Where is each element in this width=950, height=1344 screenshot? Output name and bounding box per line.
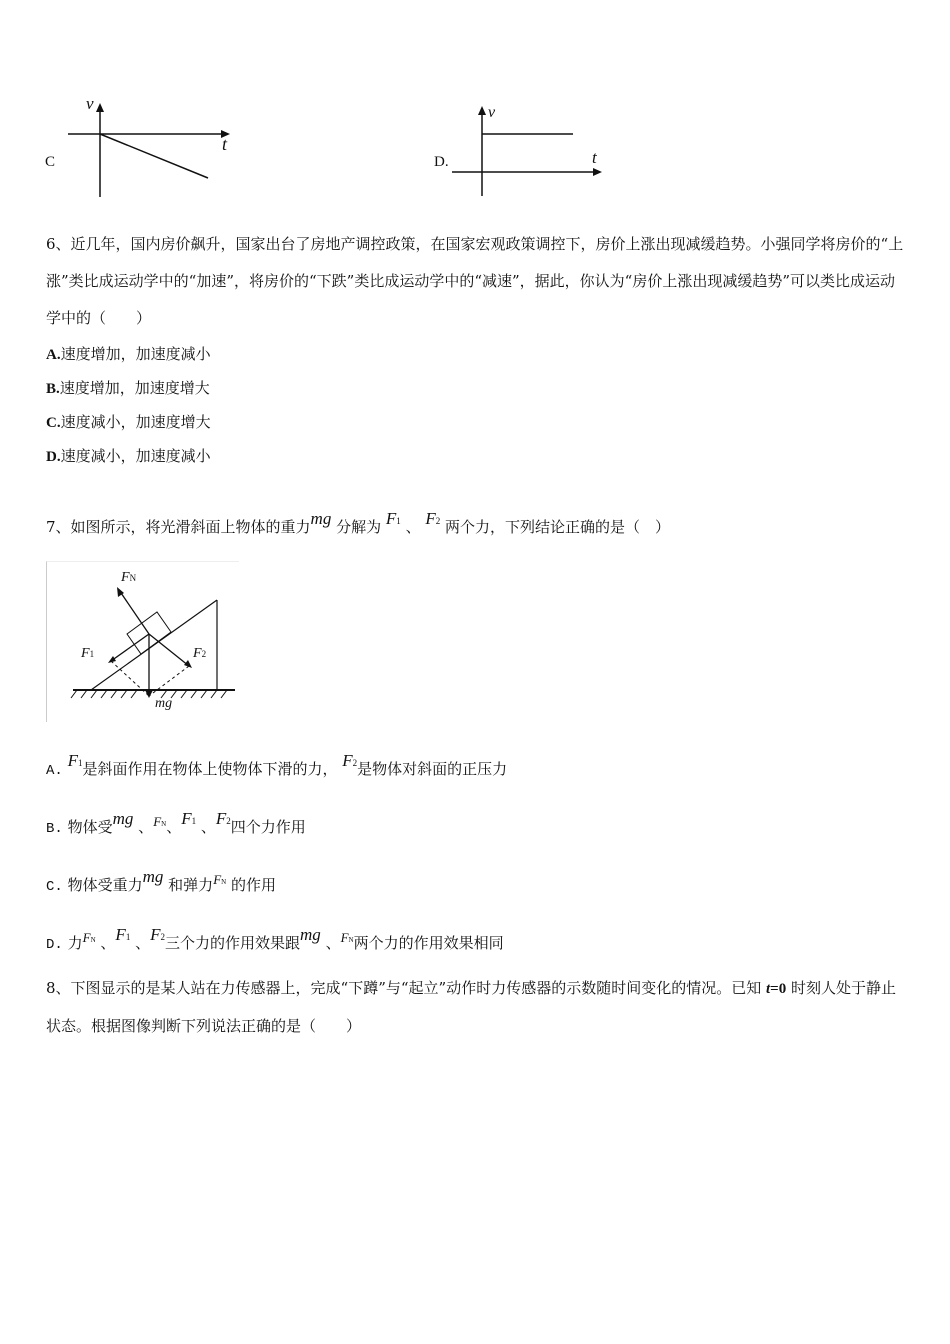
q7-d-f1: F1 xyxy=(115,925,131,944)
q7-c-mg: mg xyxy=(142,867,164,886)
q7-mg: mg xyxy=(310,509,332,528)
q7-option-c-text1: 物体受重力 xyxy=(67,876,143,894)
q6-option-c-letter: C. xyxy=(46,415,61,431)
graph-c-label: C xyxy=(45,154,56,170)
incline-diagram xyxy=(46,561,239,722)
q7-b-f1: F1 xyxy=(181,809,197,828)
q7-option-a-letter: A. xyxy=(46,763,63,779)
q7-b-f2: F2 xyxy=(215,809,231,828)
graph-c xyxy=(40,92,250,202)
q7-sep: 、 xyxy=(405,518,421,536)
q7-b-fn: FN xyxy=(153,814,167,829)
q7-b-sep2: 、 xyxy=(166,818,182,836)
graph-d xyxy=(430,100,620,200)
q7-d-sep1: 、 xyxy=(100,934,116,952)
q6-option-b-letter: B. xyxy=(46,381,60,397)
q7-option-b-text2: 四个力作用 xyxy=(230,818,306,836)
q7-option-d-text1: 力 xyxy=(67,934,83,952)
diagram-f1-label: F1 xyxy=(81,646,95,661)
q7-option-d-text2: 三个力的作用效果跟 xyxy=(165,934,301,952)
question-7-stem xyxy=(46,509,671,537)
q7-option-c-text2: 和弹力 xyxy=(168,876,214,894)
q8-text1: 8、下图显示的是某人站在力传感器上，完成“下蹲”与“起立”动作时力传感器的示数随时间变化的情况。已知 xyxy=(46,979,766,997)
q6-option-c xyxy=(46,411,211,432)
q7-c-fn: FN xyxy=(213,872,227,887)
q8-t: t xyxy=(766,981,771,997)
q8-eq: =0 xyxy=(770,981,787,997)
q7-prefix: 7、如图所示，将光滑斜面上物体的重力 xyxy=(46,518,311,536)
question-8-stem xyxy=(46,970,906,1045)
q7-f1: F1 xyxy=(385,509,401,528)
q6-option-b xyxy=(46,377,210,398)
q7-option-d-letter: D. xyxy=(46,937,63,953)
q7-option-c xyxy=(46,867,276,895)
q7-b-sep1: 、 xyxy=(138,818,154,836)
q6-option-a xyxy=(46,343,211,364)
graph-d-label: D. xyxy=(434,154,449,170)
q7-option-c-letter: C. xyxy=(46,879,63,895)
q7-option-d-text3: 两个力的作用效果相同 xyxy=(353,934,504,952)
q7-d-fn2: FN xyxy=(340,930,354,945)
graph-c-v-label: v xyxy=(86,94,94,113)
q6-option-a-text: 速度增加，加速度减小 xyxy=(60,345,211,363)
q7-a-f2: F2 xyxy=(342,751,358,770)
q7-d-f2: F2 xyxy=(150,925,165,944)
q6-option-b-text: 速度增加，加速度增大 xyxy=(59,379,210,397)
graph-d-t-label: t xyxy=(592,148,597,167)
q7-suffix: 两个力，下列结论正确的是（ ） xyxy=(445,518,671,536)
q7-option-b-letter: B. xyxy=(46,821,63,837)
q7-b-sep3: 、 xyxy=(200,818,216,836)
q7-d-fn: FN xyxy=(82,930,96,945)
q7-a-f1: F1 xyxy=(67,751,83,770)
q6-option-a-letter: A. xyxy=(46,347,61,363)
q7-mid: 分解为 xyxy=(336,518,382,536)
q7-f2: F2 xyxy=(425,509,441,528)
q7-d-sep3: 、 xyxy=(325,934,341,952)
q7-option-c-text3: 的作用 xyxy=(230,876,276,894)
q6-option-d xyxy=(46,445,211,466)
q6-option-d-text: 速度减小，加速度减小 xyxy=(60,447,211,465)
q7-d-mg: mg xyxy=(300,925,321,944)
graph-c-plot xyxy=(40,92,250,202)
q7-option-a xyxy=(46,751,508,779)
q8-text2: 时刻人处于静止状态。根据图像判断下列说法正确的是（ ） xyxy=(46,979,897,1035)
q7-option-b xyxy=(46,809,306,837)
diagram-mg-label: mg xyxy=(155,696,173,711)
diagram-f2-label: F2 xyxy=(193,646,207,661)
q7-option-d xyxy=(46,925,504,953)
q7-option-a-text2: 是物体对斜面的正压力 xyxy=(357,760,508,778)
incline-figure xyxy=(47,562,239,722)
q6-option-d-letter: D. xyxy=(46,449,61,465)
q6-option-c-text: 速度减小，加速度增大 xyxy=(60,413,211,431)
q7-b-mg: mg xyxy=(112,809,134,828)
graph-d-v-label: v xyxy=(488,104,496,121)
q7-option-b-text1: 物体受 xyxy=(67,818,113,836)
graph-c-t-label: t xyxy=(222,134,228,154)
q7-option-a-text1: 是斜面作用在物体上使物体下滑的力， xyxy=(82,760,338,778)
q7-d-sep2: 、 xyxy=(135,934,151,952)
diagram-fn-label: FN xyxy=(121,570,137,585)
question-6-stem: 6、近几年，国内房价飙升，国家出台了房地产调控政策，在国家宏观政策调控下，房价上涨出现减缓趋势。小强同学将房价的“上涨”类比成运动学中的“加速”，将房价的“下跌”类比成运动学中的“减速”，据此，你认为“房价上涨出现减缓趋势”可以类比成运动学中的（ ） xyxy=(46,235,904,327)
